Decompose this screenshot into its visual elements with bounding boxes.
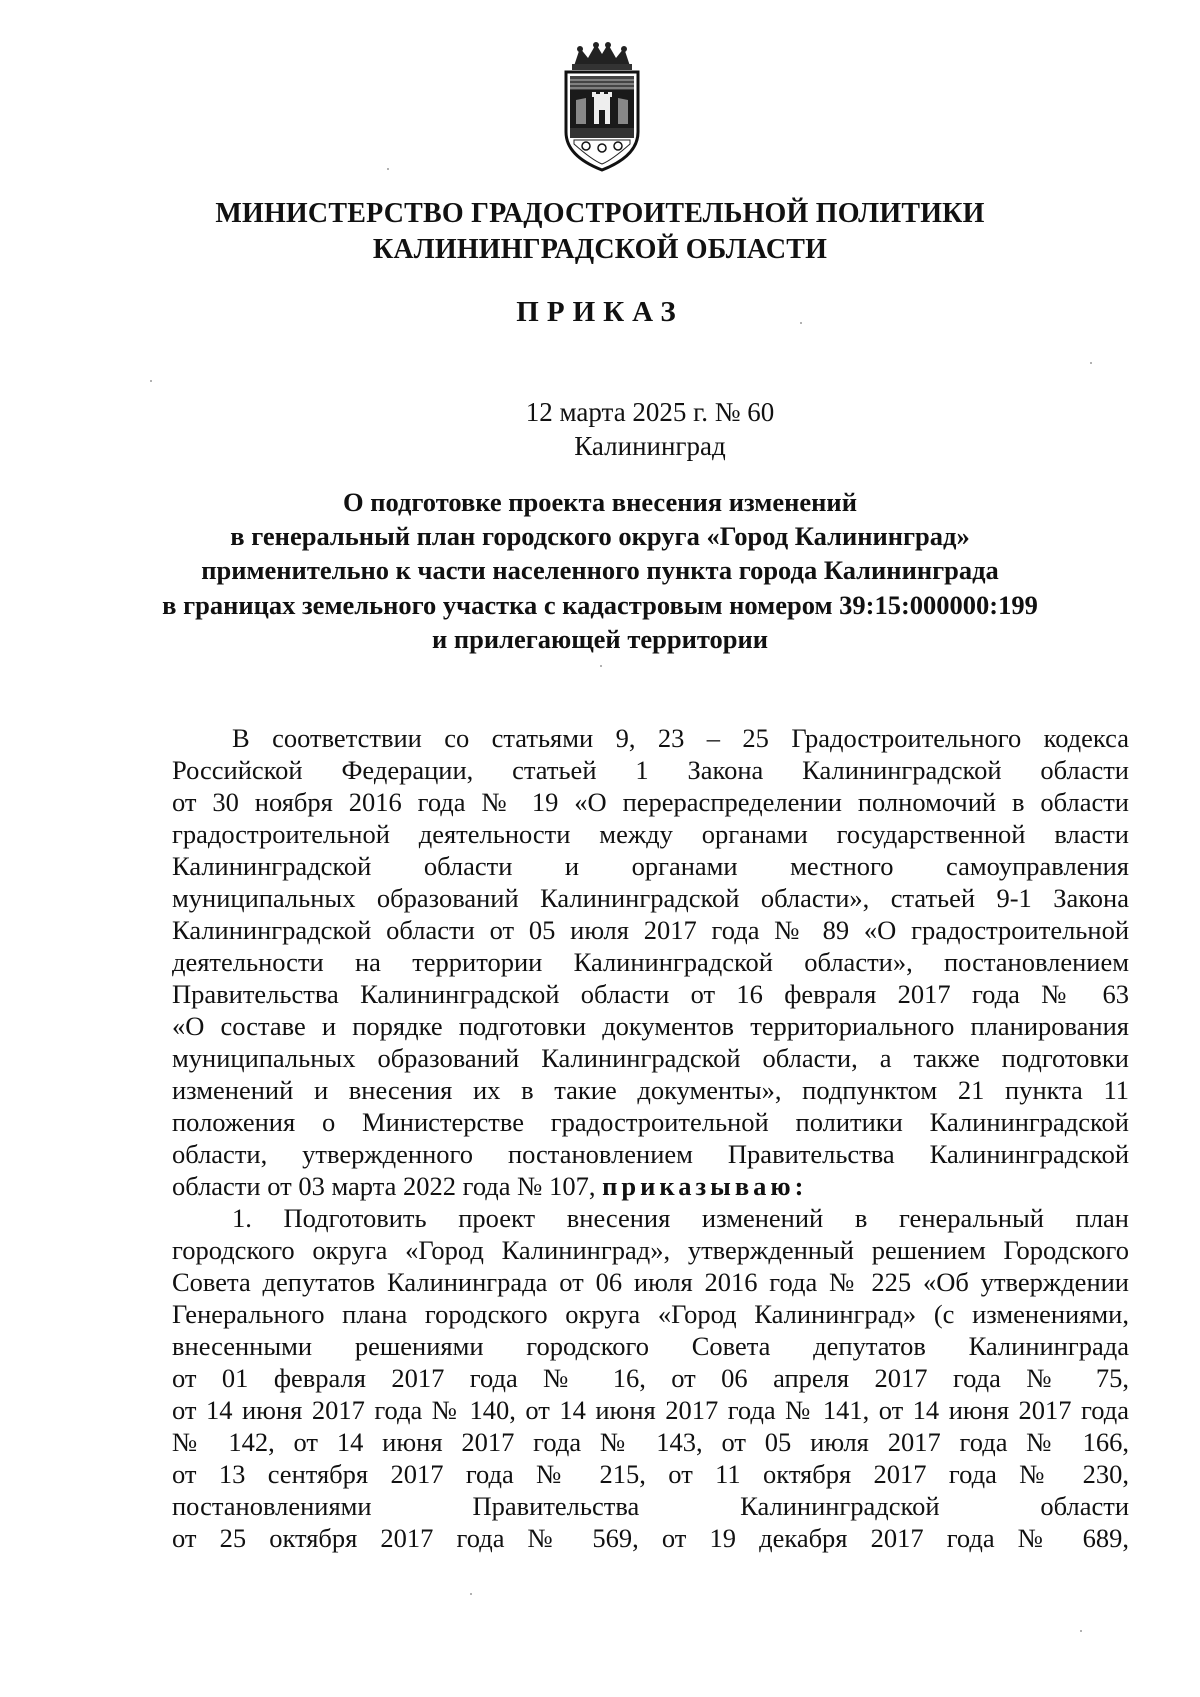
body-line: муниципальных образований Калининградской области», статьей 9-1 Закона [172,883,1129,913]
body-line: изменений и внесения их в такие документы», подпунктом 21 пункта 11 [172,1075,1129,1105]
body-line: Генерального плана городского округа «Город Калининград» (с изменениями, [172,1299,1129,1329]
body-line: № 142, от 14 июня 2017 года № 143, от 05 июля 2017 года № 166, [172,1427,1129,1457]
scan-speck [800,322,802,324]
body-line: от 13 сентября 2017 года № 215, от 11 октября 2017 года № 230, [172,1459,1129,1489]
body-line: 1. Подготовить проект внесения изменений в генеральный план [232,1203,1129,1233]
title-line: О подготовке проекта внесения изменений [343,487,857,517]
order-city: Калининград [574,431,726,461]
coat-of-arms-icon [552,40,652,174]
body-line: от 25 октября 2017 года № 569, от 19 декабря 2017 года № 689, [172,1523,1129,1553]
ministry-name-line1: МИНИСТЕРСТВО ГРАДОСТРОИТЕЛЬНОЙ ПОЛИТИКИ [215,198,985,229]
body-line: «О составе и порядке подготовки документов территориального планирования [172,1011,1129,1041]
body-line: Совета депутатов Калининграда от 06 июля 2016 года № 225 «Об утверждении [172,1267,1129,1297]
scan-speck [150,380,152,382]
body-line: деятельности на территории Калининградской области», постановлением [172,947,1129,977]
body-line: внесенными решениями городского Совета депутатов Калининграда [172,1331,1129,1361]
body-line: области, утвержденного постановлением Правительства Калининградской [172,1139,1129,1169]
body-line: Правительства Калининградской области от 16 февраля 2017 года № 63 [172,979,1129,1009]
title-line: в границах земельного участка с кадастровым номером 39:15:000000:199 [162,590,1038,620]
preamble-last-text: области от 03 марта 2022 года № 107, [172,1171,596,1201]
body-line: городского округа «Город Калининград», утвержденный решением Городского [172,1235,1129,1265]
scan-speck [1090,362,1092,364]
title-line: и прилегающей территории [431,624,769,654]
order-heading: ПРИКАЗ [516,296,684,328]
body-line: градостроительной деятельности между органами государственной власти [172,819,1129,849]
body-line: от 14 июня 2017 года № 140, от 14 июня 2017 года № 141, от 14 июня 2017 года [172,1395,1129,1425]
order-verb: приказываю: [602,1171,808,1201]
scan-speck [387,168,389,170]
order-date-number: 12 марта 2025 г. № 60 [525,397,775,427]
scan-speck [1080,1630,1082,1632]
body-line: Калининградской области от 05 июля 2017 года № 89 «О градостроительной [172,915,1129,945]
body-line: от 30 ноября 2016 года № 19 «О перераспределении полномочий в области [172,787,1129,817]
body-line: муниципальных образований Калининградской области, а также подготовки [172,1043,1129,1073]
title-line: в генеральный план городского округа «Город Калининград» [230,521,970,551]
title-line: применительно к части населенного пункта города Калининграда [201,555,999,585]
scan-speck [470,1593,472,1595]
body-line: Калининградской области и органами местного самоуправления [172,851,1129,881]
body-line: В соответствии со статьями 9, 23 – 25 Градостроительного кодекса [232,723,1129,753]
scan-speck [600,665,602,667]
ministry-name-line2: КАЛИНИНГРАДСКОЙ ОБЛАСТИ [372,234,828,265]
body-line: Российской Федерации, статьей 1 Закона Калининградской области [172,755,1129,785]
body-line: постановлениями Правительства Калининградской области [172,1491,1129,1521]
body-line: положения о Министерстве градостроительной политики Калининградской [172,1107,1129,1137]
body-line: от 01 февраля 2017 года № 16, от 06 апреля 2017 года № 75, [172,1363,1129,1393]
body-line-order-clause [172,1170,1129,1202]
